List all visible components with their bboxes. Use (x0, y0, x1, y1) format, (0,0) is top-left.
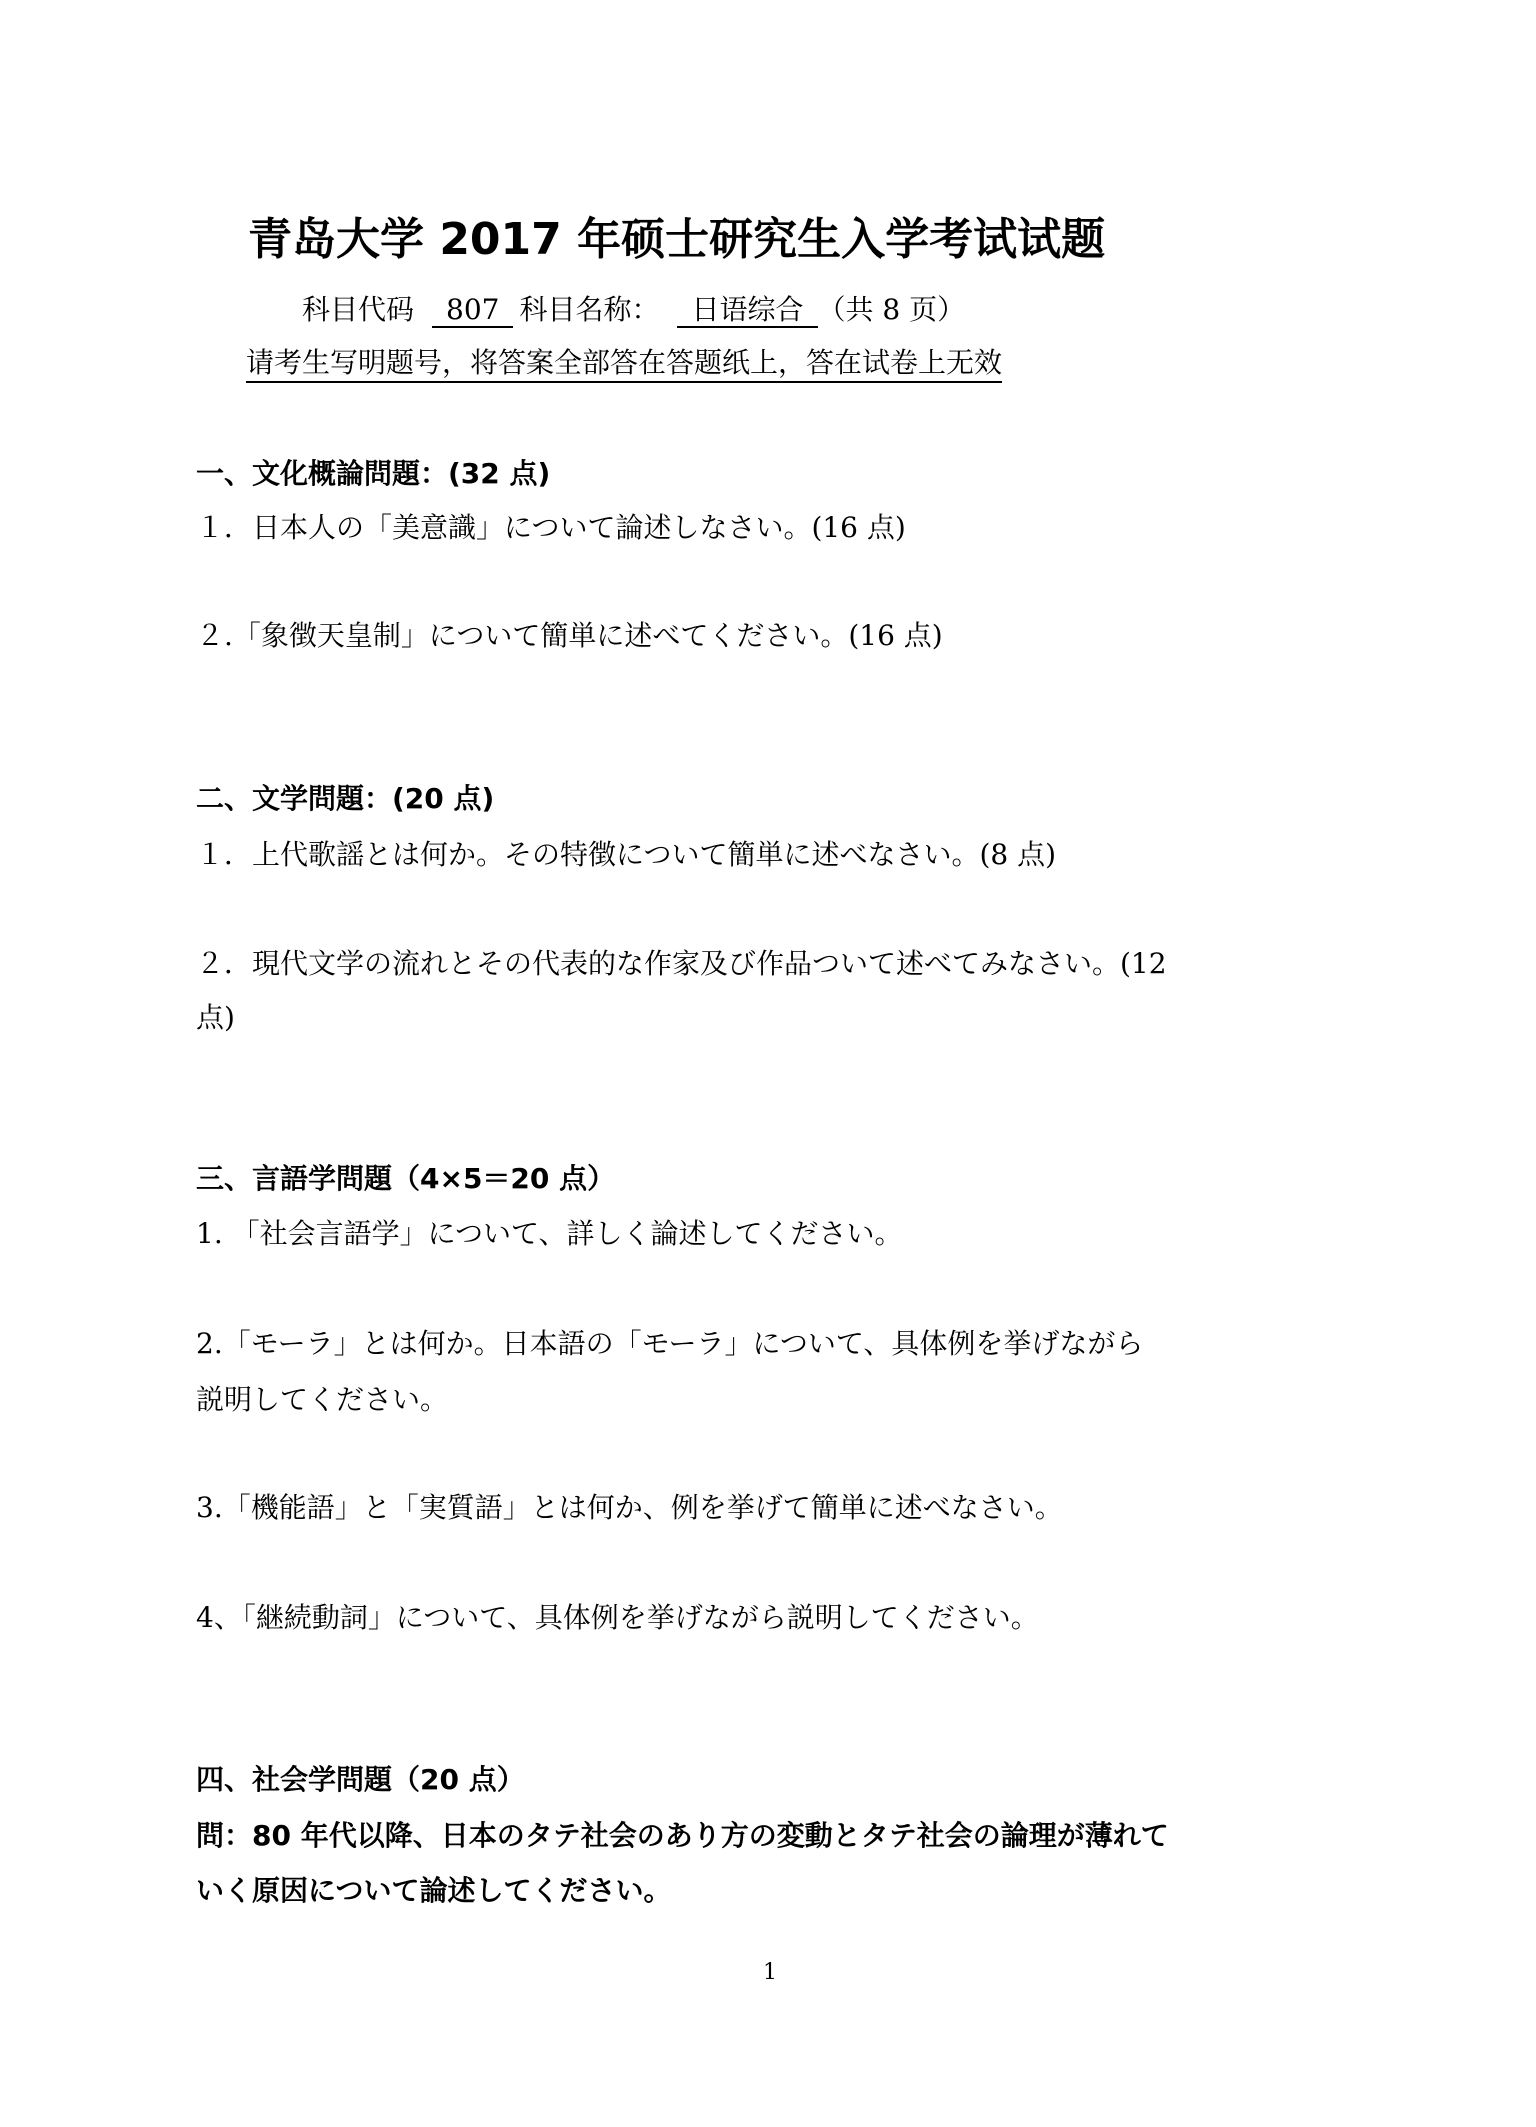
question-1-1: １．日本人の「美意識」について論述しなさい。(16 点) (196, 511, 906, 544)
subject-info (302, 293, 966, 328)
question-1-2: ２.「象徴天皇制」について簡単に述べてください。(16 点) (196, 619, 943, 652)
section-heading-culture: 一、文化概論問題：(32 点) (196, 457, 551, 490)
question-2-2: ２．現代文学の流れとその代表的な作家及び作品ついて述べてみなさい。(12 (196, 947, 1167, 980)
section-heading-linguistics: 三、言語学問題（4×5＝20 点） (196, 1162, 616, 1195)
subject-name-label: 科目名称： (519, 293, 660, 326)
question-3-3: 3.「機能語」と「実質語」とは何か、例を挙げて簡単に述べなさい。 (196, 1491, 1063, 1524)
question-3-2: 2.「モーラ」とは何か。日本語の「モーラ」について、具体例を挙げながら (196, 1327, 1144, 1360)
question-2-2-cont: 点) (196, 1001, 235, 1034)
subject-code: 807 (432, 296, 513, 328)
section-heading-sociology: 四、社会学問題（20 点） (196, 1763, 525, 1796)
question-3-4: 4、「継続動詞」について、具体例を挙げながら説明してください。 (196, 1601, 1039, 1634)
exam-notice: 请考生写明题号，将答案全部答在答题纸上，答在试卷上无效 (246, 349, 1002, 383)
exam-title: 青岛大学 2017 年硕士研究生入学考试试题 (248, 214, 1106, 265)
question-3-2-cont: 説明してください。 (196, 1383, 449, 1416)
subject-name: 日语综合 (677, 296, 817, 328)
question-3-1: 1. 「社会言語学」について、詳しく論述してください。 (196, 1217, 903, 1250)
section-heading-literature: 二、文学問題：(20 点) (196, 782, 495, 815)
question-4-1: 問：80 年代以降、日本のタテ社会のあり方の変動とタテ社会の論理が薄れて (196, 1819, 1169, 1852)
page-number: 1 (763, 1960, 777, 1985)
question-2-1: １．上代歌謡とは何か。その特徴について簡単に述べなさい。(8 点) (196, 838, 1057, 871)
subject-code-label: 科目代码 (302, 293, 415, 326)
question-4-1-cont: いく原因について論述してください。 (196, 1874, 672, 1907)
page-count: （共 8 页） (817, 293, 966, 326)
